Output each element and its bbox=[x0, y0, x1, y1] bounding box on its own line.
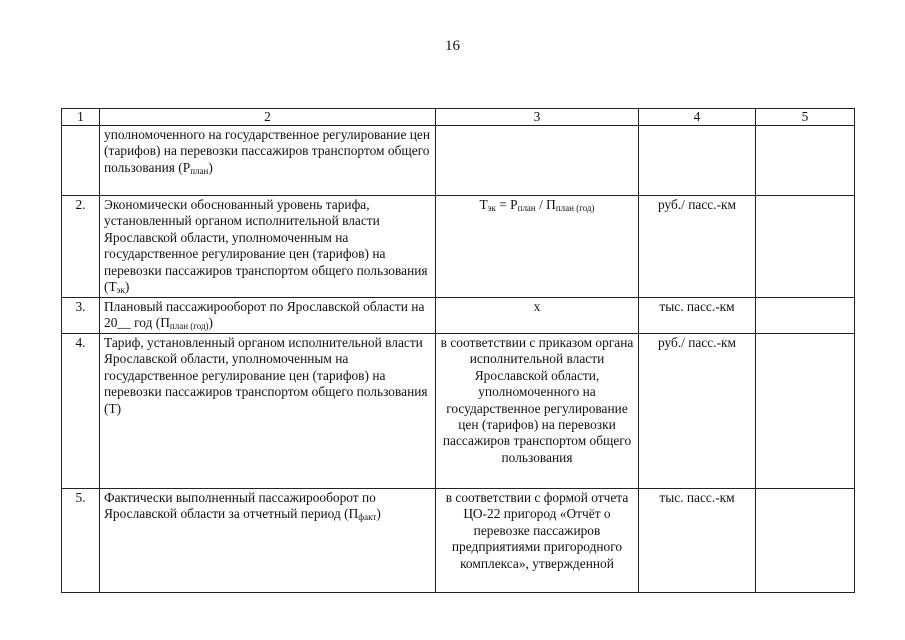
row-unit: тыс. пасс.-км bbox=[639, 489, 756, 593]
row-method bbox=[436, 126, 639, 196]
row-number: 5. bbox=[62, 489, 100, 593]
row-description: уполномоченного на государственное регулирование цен (тарифов) на перевозки пассажиров транспортом общего пользования $(Р_{план})$ bbox=[100, 126, 436, 196]
row-description: Тариф, установленный органом исполнительной власти Ярославской области, уполномоченным на государственное регулирование цен (тарифов) на перевозки пассажиров транспортом общего пользования (Т) bbox=[100, 334, 436, 489]
row-value bbox=[756, 298, 855, 334]
row-number bbox=[62, 126, 100, 196]
table-row bbox=[62, 196, 855, 298]
row-formula: $Т_{эк} = Р_{план} / П_{план (год)}$ bbox=[436, 196, 639, 298]
row-number: 4. bbox=[62, 334, 100, 489]
table-row bbox=[62, 298, 855, 334]
col-header-5: 5 bbox=[756, 109, 855, 126]
row-description: Плановый пассажирооборот по Ярославской области на 20__ год $(П_{план (год)})$ bbox=[100, 298, 436, 334]
col-header-3: 3 bbox=[436, 109, 639, 126]
row-value bbox=[756, 126, 855, 196]
header-row bbox=[62, 109, 855, 126]
row-value bbox=[756, 196, 855, 298]
row-unit bbox=[639, 126, 756, 196]
row-method: в соответствии с приказом органа исполнительной власти Ярославской области, уполномоченного на государственное регулирование цен (тарифов) на перевозки пассажиров транспортом общего пользования bbox=[436, 334, 639, 489]
row-unit: руб./ пасс.-км bbox=[639, 196, 756, 298]
col-header-2: 2 bbox=[100, 109, 436, 126]
row-method: в соответствии с формой отчета ЦО-22 пригород «Отчёт о перевозке пассажиров предприятиями пригородного комплекса», утвержденной bbox=[436, 489, 639, 593]
table-row bbox=[62, 489, 855, 593]
col-header-1: 1 bbox=[62, 109, 100, 126]
tariff-table bbox=[61, 108, 855, 593]
row-value bbox=[756, 489, 855, 593]
table-row bbox=[62, 126, 855, 196]
col-header-4: 4 bbox=[639, 109, 756, 126]
row-number: 3. bbox=[62, 298, 100, 334]
row-unit: тыс. пасс.-км bbox=[639, 298, 756, 334]
row-description: Экономически обоснованный уровень тарифа, установленный органом исполнительной власти Ярославской области, уполномоченным на государственное регулирование цен (тарифов) на перевозки пассажиров транспортом общего пользования $(Т_{эк})$ bbox=[100, 196, 436, 298]
row-description: Фактически выполненный пассажирооборот по Ярославской области за отчетный период $(П_{факт})$ bbox=[100, 489, 436, 593]
table-row bbox=[62, 334, 855, 489]
row-method: х bbox=[436, 298, 639, 334]
row-number: 2. bbox=[62, 196, 100, 298]
row-value bbox=[756, 334, 855, 489]
row-unit: руб./ пасс.-км bbox=[639, 334, 756, 489]
page-number: 16 bbox=[445, 38, 460, 54]
